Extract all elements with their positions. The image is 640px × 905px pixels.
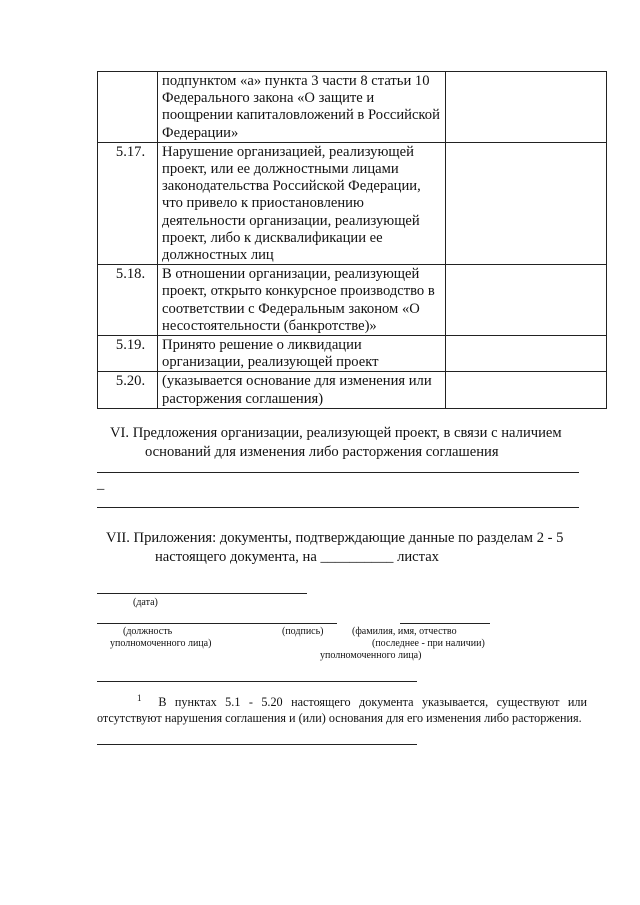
- row-description: Принято решение о ликвидации организации, реализующей проект: [158, 336, 446, 372]
- fio-label-3: уполномоченного лица): [320, 650, 422, 661]
- section-6-heading-line-2: оснований для изменения либо расторжения соглашения: [145, 444, 499, 460]
- footnote-text: В пунктах 5.1 - 5.20 настоящего документа указывается, существуют или отсутствуют нарушения соглашения и (или) основания для его изменения либо расторжения.: [97, 695, 587, 726]
- table-row: [98, 72, 607, 143]
- footnote-separator: [97, 681, 417, 682]
- grounds-table-body: [98, 72, 607, 409]
- signature-label: (подпись): [282, 626, 324, 637]
- row-number: 5.18.: [98, 265, 158, 336]
- table-row: [98, 336, 607, 372]
- fio-label-2: (последнее - при наличии): [372, 638, 485, 649]
- row-value-cell: [446, 336, 607, 372]
- row-description: В отношении организации, реализующей проект, открыто конкурсное производство в соответствии с Федеральным законом «О несостоятельности (банкротстве)»: [158, 265, 446, 336]
- footnote-end-line: [97, 744, 417, 745]
- row-number: 5.19.: [98, 336, 158, 372]
- row-number: [98, 72, 158, 143]
- table-row: [98, 372, 607, 408]
- row-number: 5.20.: [98, 372, 158, 408]
- footnote-marker: 1: [137, 693, 142, 703]
- section-7-heading-line-1: VII. Приложения: документы, подтверждающие данные по разделам 2 - 5: [106, 530, 564, 546]
- footnote: [97, 690, 587, 726]
- section-7-heading-line-2: настоящего документа, на __________ листах: [155, 549, 439, 565]
- row-description: Нарушение организацией, реализующей проект, или ее должностными лицами законодательства Российской Федерации, что привело к приостановлению деятельности организации, реализующей проект, либо к дисквалификации ее должностных лиц: [158, 142, 446, 264]
- position-line: [97, 623, 337, 624]
- date-label: (дата): [133, 597, 158, 608]
- row-description: подпунктом «а» пункта 3 части 8 статьи 10 Федерального закона «О защите и поощрении капиталовложений в Российской Федерации»: [158, 72, 446, 143]
- row-value-cell: [446, 372, 607, 408]
- table-row: [98, 142, 607, 264]
- fio-line: [400, 623, 490, 624]
- fio-label-1: (фамилия, имя, отчество: [352, 626, 457, 637]
- proposal-line-1: [97, 472, 579, 473]
- row-number: 5.17.: [98, 142, 158, 264]
- proposal-line-2: [97, 507, 579, 508]
- grounds-table: [97, 71, 607, 409]
- table-row: [98, 265, 607, 336]
- position-label-2: уполномоченного лица): [110, 638, 212, 649]
- proposal-dash: –: [97, 481, 105, 497]
- position-label-1: (должность: [123, 626, 173, 637]
- row-value-cell: [446, 265, 607, 336]
- row-value-cell: [446, 142, 607, 264]
- date-line: [97, 593, 307, 594]
- row-value-cell: [446, 72, 607, 143]
- section-6-heading-line-1: VI. Предложения организации, реализующей проект, в связи с наличием: [110, 425, 562, 441]
- row-description: (указывается основание для изменения или расторжения соглашения): [158, 372, 446, 408]
